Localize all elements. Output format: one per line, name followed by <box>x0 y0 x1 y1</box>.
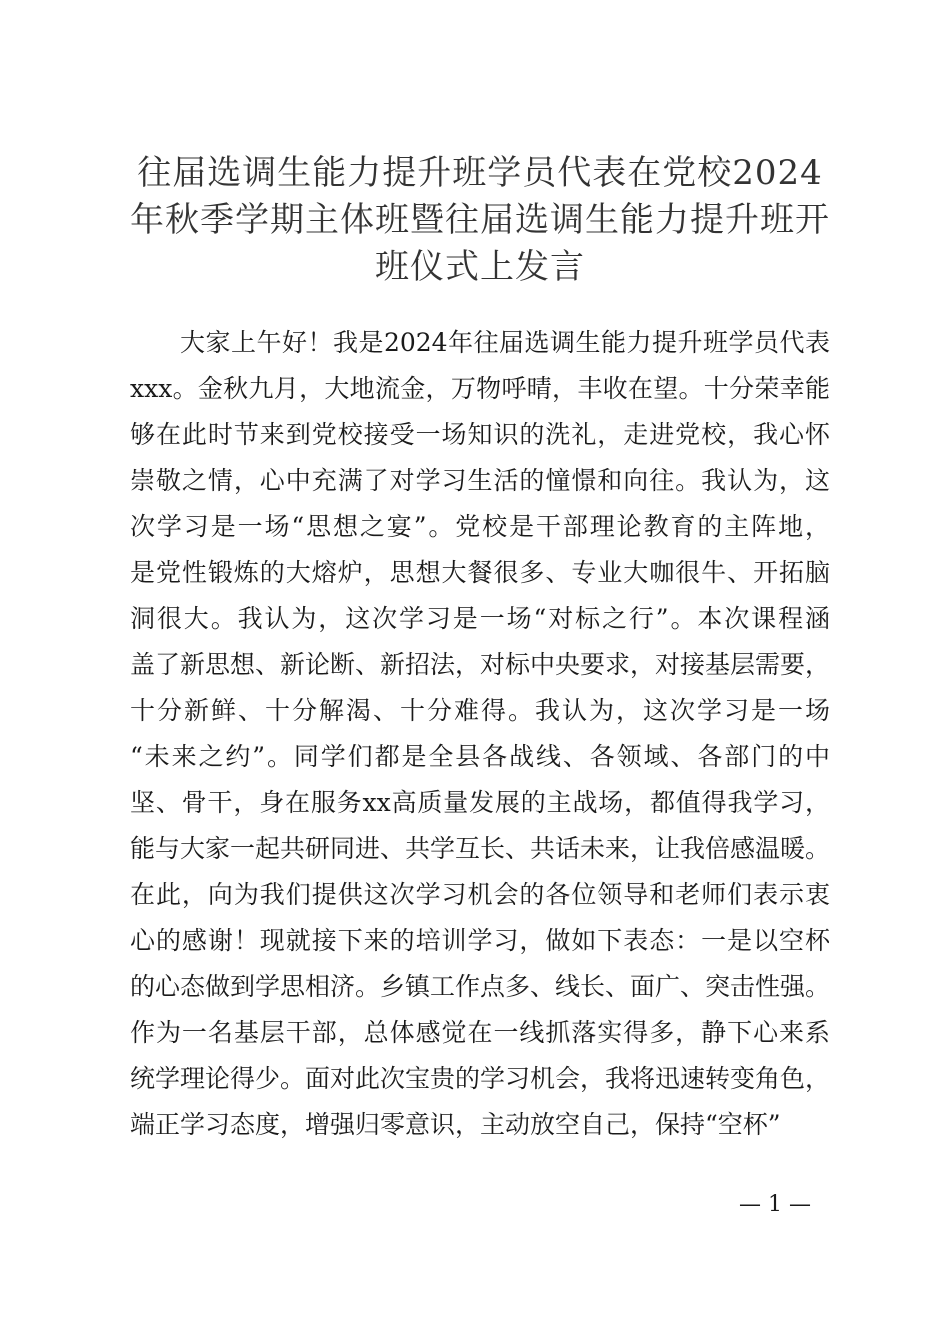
body-line: 心的感谢！现就接下来的培训学习，做如下表态：一是以空杯 <box>130 926 830 955</box>
title-line: 年秋季学期主体班暨往届选调生能力提升班开 <box>130 200 830 240</box>
body-line: 十分新鲜、十分解渴、十分难得。我认为，这次学习是一场 <box>130 696 830 725</box>
body-line: 作为一名基层干部，总体感觉在一线抓落实得多，静下心来系 <box>130 1018 830 1047</box>
title-line: 班仪式上发言 <box>375 247 585 287</box>
body-line: xxx。金秋九月，大地流金，万物呼晴，丰收在望。十分荣幸能 <box>130 374 830 403</box>
body-line: 的心态做到学思相济。乡镇工作点多、线长、面广、突击性强。 <box>130 972 831 1001</box>
body-line: 端正学习态度，增强归零意识，主动放空自己，保持“空杯” <box>130 1110 781 1139</box>
body-line: 坚、骨干，身在服务xx高质量发展的主战场，都值得我学习， <box>130 788 830 817</box>
speech-body <box>130 320 830 1148</box>
document-title <box>120 150 840 291</box>
body-line: 统学理论得少。面对此次宝贵的学习机会，我将迅速转变角色， <box>130 1064 831 1093</box>
body-line: 大家上午好！我是2024年往届选调生能力提升班学员代表 <box>180 328 830 357</box>
page-number: — 1 — <box>739 1192 811 1217</box>
body-line: 崇敬之情，心中充满了对学习生活的憧憬和向往。我认为，这 <box>130 466 830 495</box>
body-line: 能与大家一起共研同进、共学互长、共话未来，让我倍感温暖。 <box>130 834 831 863</box>
body-line: 洞很大。我认为，这次学习是一场“对标之行”。本次课程涵 <box>130 604 830 633</box>
title-line: 往届选调生能力提升班学员代表在党校2024 <box>137 153 823 193</box>
body-line: 够在此时节来到党校接受一场知识的洗礼，走进党校，我心怀 <box>130 420 830 449</box>
body-line: 在此，向为我们提供这次学习机会的各位领导和老师们表示衷 <box>130 880 830 909</box>
body-line: 次学习是一场“思想之宴”。党校是干部理论教育的主阵地， <box>130 512 830 541</box>
body-line: “未来之约”。同学们都是全县各战线、各领域、各部门的中 <box>130 742 830 771</box>
body-line: 盖了新思想、新论断、新招法，对标中央要求，对接基层需要， <box>130 650 831 679</box>
body-line: 是党性锻炼的大熔炉，思想大餐很多、专业大咖很牛、开拓脑 <box>130 558 830 587</box>
